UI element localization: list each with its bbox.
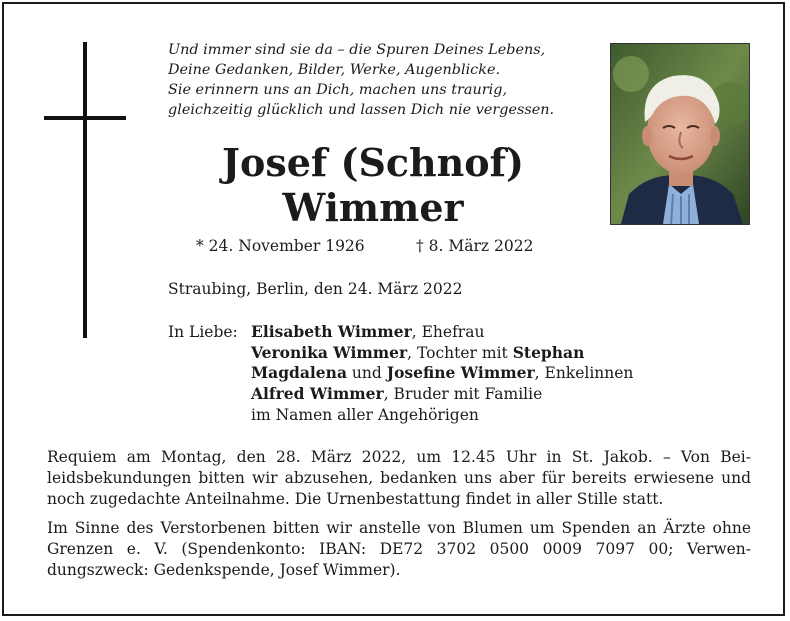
mourner-relation: , Tochter mit — [407, 343, 513, 362]
cross-symbol — [83, 42, 87, 338]
obituary-notice — [2, 2, 785, 616]
portrait-photo — [610, 43, 750, 225]
requiem-paragraph: Requiem am Montag, den 28. März 2022, um 12.45 Uhr in St. Jakob. – Von Beileidsbekundungen bitten wir abzusehen, bedanken uns aber für bereits erwiesene und noch zugedachte Anteilnahme. Die Urnenbestattung findet in aller Stille statt. — [47, 448, 751, 508]
birth-date: * 24. November 1926 — [196, 237, 365, 255]
mourner-line — [251, 343, 633, 364]
mourner-relation: im Namen aller Angehörigen — [251, 405, 479, 424]
cross-symbol-bar — [44, 116, 126, 120]
mourner-relation: , Bruder mit Familie — [383, 385, 543, 404]
mourner-relation: und — [346, 364, 387, 383]
mourner-name: Veronika Wimmer — [251, 342, 408, 362]
poem-line: Sie erinnern uns an Dich, machen uns traurig, — [168, 82, 508, 98]
mourner-name: Stephan — [512, 342, 585, 362]
mourner-line — [251, 405, 633, 426]
mourner-name: Elisabeth Wimmer — [251, 322, 412, 341]
mourners-list — [251, 322, 633, 426]
deceased-name — [168, 140, 578, 230]
mourner-name: Josefine Wimmer — [386, 363, 535, 383]
place-and-date: Straubing, Berlin, den 24. März 2022 — [168, 280, 463, 298]
mourners-intro: In Liebe: — [168, 323, 238, 341]
death-date: † 8. März 2022 — [416, 237, 534, 255]
mourner-relation: , Ehefrau — [411, 323, 485, 341]
mourner-line — [251, 363, 633, 384]
deceased-name-line1: Josef (Schnof) — [222, 140, 524, 185]
mourner-line — [251, 384, 633, 405]
donation-paragraph: Im Sinne des Verstorbenen bitten wir anstelle von Blumen um Spenden an Ärzte ohne Grenzen e. V. (Spendenkonto: IBAN: DE72 3702 0500 0009 7097 00; Verwendungszweck: Gedenkspende, Josef Wimmer). — [47, 519, 751, 579]
memorial-poem — [168, 40, 608, 120]
mourner-line — [251, 322, 633, 343]
poem-line: gleichzeitig glücklich und lassen Dich nie vergessen. — [168, 102, 555, 118]
poem-line: Deine Gedanken, Bilder, Werke, Augenblicke. — [168, 62, 501, 78]
mourner-name: Alfred Wimmer — [251, 384, 384, 404]
deceased-name-line2: Wimmer — [282, 185, 464, 230]
poem-line: Und immer sind sie da – die Spuren Deines Lebens, — [168, 42, 546, 58]
mourner-name: Magdalena — [251, 363, 347, 383]
mourner-relation: , Enkelinnen — [534, 364, 634, 383]
